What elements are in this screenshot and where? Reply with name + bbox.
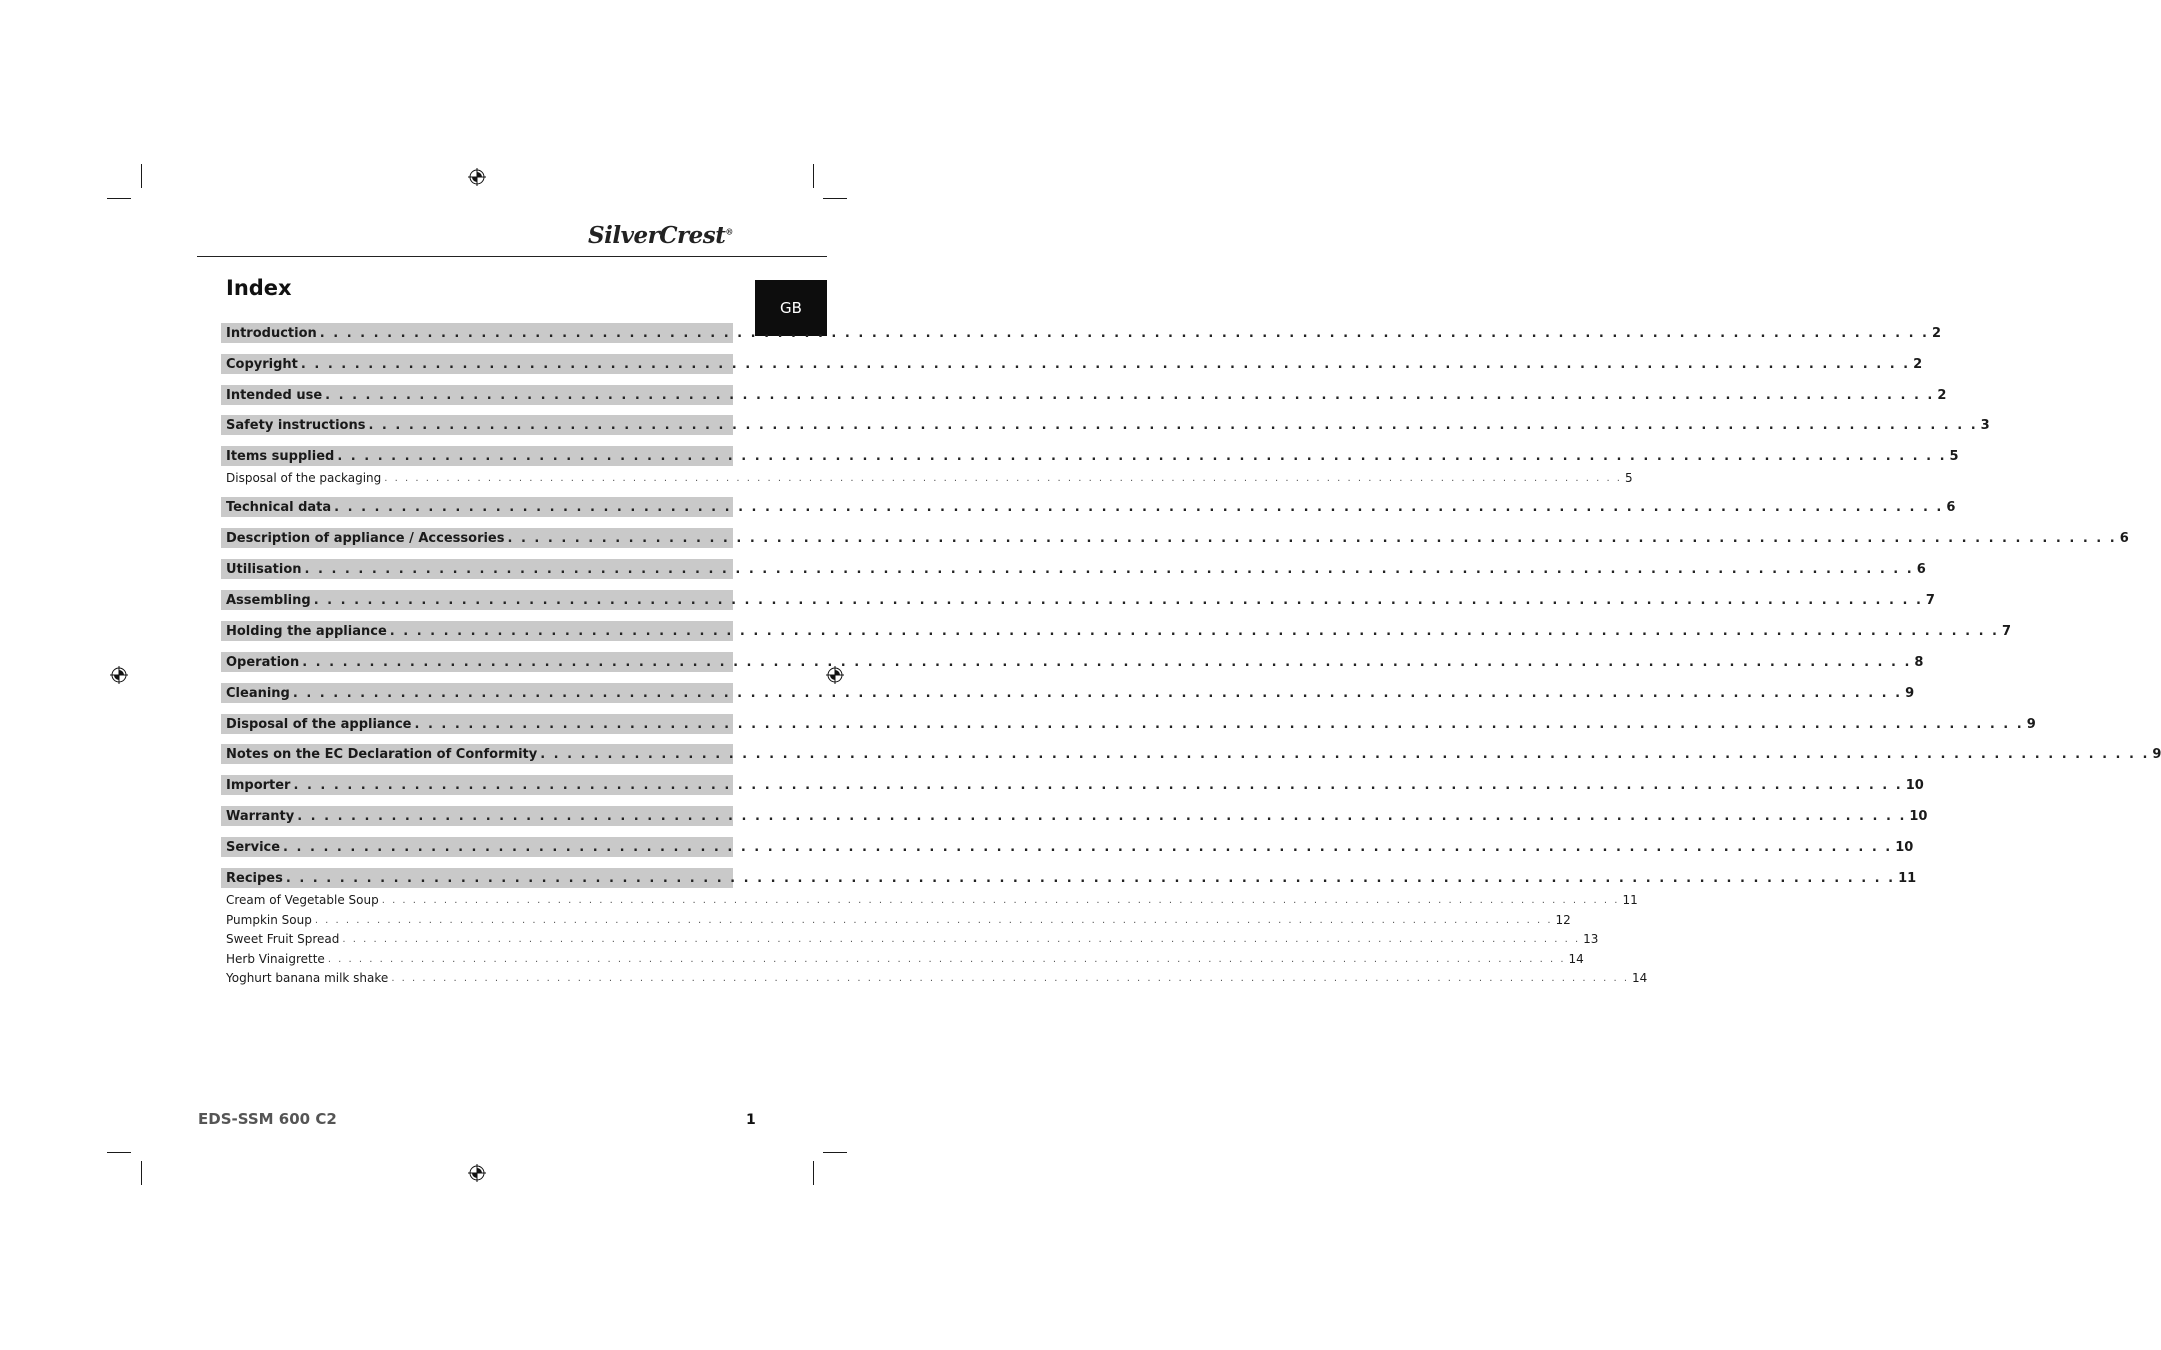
toc-entry-label: Cleaning [226,685,290,701]
toc-entry-label: Herb Vinaigrette [226,952,325,966]
toc-entry [221,468,1633,488]
toc-entry-page: 2 [1931,325,1942,341]
toc-entry-page: 8 [1914,654,1924,670]
toc-leader-dots: . . . . . . . . . . . . . . . . . . . . . . . . . . . . . . . . . . . . . . . . . . . . . . . . . . . . . . . . . . . . . . . . . . . . . . . . . . . . . . . . . . . . . . . . . . . . . . . . . . . . . . . . . . . . . . . . . . . . . . . . [325,387,1935,403]
toc-entry-label: Safety instructions [226,417,366,433]
toc-leader-dots: . . . . . . . . . . . . . . . . . . . . . . . . . . . . . . . . . . . . . . . . . . . . . . . . . . . . . . . . . . . . . . . . . . . . . . . . . . . . . . . . . . . . . . . . . . . . . . . . . . . . . . . . . . . . . . . . . . . . . . . . [337,448,1947,464]
toc-leader-dots: . . . . . . . . . . . . . . . . . . . . . . . . . . . . . . . . . . . . . . . . . . . . . . . . . . . . . . . . . . . . . . . . . . . . . . . . . . . . . . . . . . . . . . . . . . . . . . . . . . . . . . . . . . . . . . . . . . . . . . . . [313,592,1923,608]
toc-entry [221,590,1935,610]
toc-entry-page: 2 [1937,387,1947,403]
toc-entry-label: Operation [226,654,300,670]
toc-entry [221,415,1990,435]
toc-entry-label: Copyright [226,356,298,372]
toc-entry-label: Introduction [226,325,317,341]
toc-entry-page: 9 [1905,685,1915,701]
toc-entry [221,968,1648,988]
toc-entry-page: 7 [2001,623,2012,639]
toc-entry-page: 6 [2119,530,2129,546]
toc-leader-dots: . . . . . . . . . . . . . . . . . . . . . . . . . . . . . . . . . . . . . . . . . . . . . . . . . . . . . . . . . . . . . . . . . . . . . . . . . . . . . . . . . . . . . . . . . . . . . . . . . . . . . . . . . . . . . . . . . . . . . . . . [314,914,1553,926]
crop-mark [141,1161,142,1185]
toc-entry [221,775,1924,795]
toc-entry-page: 5 [1949,448,1959,464]
toc-entry-label: Service [226,839,281,855]
toc-entry-label: Warranty [226,808,295,824]
toc-leader-dots: . . . . . . . . . . . . . . . . . . . . . . . . . . . . . . . . . . . . . . . . . . . . . . . . . . . . . . . . . . . . . . . . . . . . . . . . . . . . . . . . . . . . . . . . . . . . . . . . . . . . . . . . . . . . . . . . . . . . . . . . [300,356,1911,372]
crop-mark [823,198,847,199]
toc-entry-page: 3 [1980,417,1990,433]
toc-entry-page: 2 [1913,356,1923,372]
toc-entry [221,621,2012,641]
toc-entry-label: Items supplied [226,448,335,464]
toc-entry-page: 5 [1624,471,1633,485]
crop-mark [107,198,131,199]
toc-entry-label: Intended use [226,387,323,403]
toc-entry [221,929,1599,949]
toc-entry-label: Importer [226,777,291,793]
crop-mark [813,164,814,188]
toc-entry [221,528,2129,548]
toc-entry-label: Assembling [226,592,311,608]
toc-entry-page: 6 [1946,499,1956,515]
toc-leader-dots: . . . . . . . . . . . . . . . . . . . . . . . . . . . . . . . . . . . . . . . . . . . . . . . . . . . . . . . . . . . . . . . . . . . . . . . . . . . . . . . . . . . . . . . . . . . . . . . . . . . . . . . . . . . . . . . . . . . . . . . . [342,933,1581,945]
toc-entry-label: Pumpkin Soup [226,913,312,927]
toc-leader-dots: . . . . . . . . . . . . . . . . . . . . . . . . . . . . . . . . . . . . . . . . . . . . . . . . . . . . . . . . . . . . . . . . . . . . . . . . . . . . . . . . . . . . . . . . . . . . . . . . . . . . . . . . . . . . . . . . . . . . . . . . [292,685,1903,701]
model-number: EDS-SSM 600 C2 [198,1110,337,1128]
toc-entry-page: 11 [1622,893,1638,907]
toc-leader-dots: . . . . . . . . . . . . . . . . . . . . . . . . . . . . . . . . . . . . . . . . . . . . . . . . . . . . . . . . . . . . . . . . . . . . . . . . . . . . . . . . . . . . . . . . . . . . . . . . . . . . . . . . . . . . . . . . . . . . . . . . [319,325,1929,341]
page-title: Index [226,276,292,300]
toc-entry [221,323,1942,343]
toc-leader-dots: . . . . . . . . . . . . . . . . . . . . . . . . . . . . . . . . . . . . . . . . . . . . . . . . . . . . . . . . . . . . . . . . . . . . . . . . . . . . . . . . . . . . . . . . . . . . . . . . . . . . . . . . . . . . . . . . . . . . . . . . [334,499,1944,515]
toc-leader-dots: . . . . . . . . . . . . . . . . . . . . . . . . . . . . . . . . . . . . . . . . . . . . . . . . . . . . . . . . . . . . . . . . . . . . . . . . . . . . . . . . . . . . . . . . . . . . . . . . . . . . . . . . . . . . . . . . . . . . . . . . [389,623,1999,639]
toc-leader-dots: . . . . . . . . . . . . . . . . . . . . . . . . . . . . . . . . . . . . . . . . . . . . . . . . . . . . . . . . . . . . . . . . . . . . . . . . . . . . . . . . . . . . . . . . . . . . . . . . . . . . . . . . . . . . . . . . . . . . . . . . [368,417,1978,433]
toc-leader-dots: . . . . . . . . . . . . . . . . . . . . . . . . . . . . . . . . . . . . . . . . . . . . . . . . . . . . . . . . . . . . . . . . . . . . . . . . . . . . . . . . . . . . . . . . . . . . . . . . . . . . . . . . . . . . . . . . . . . . . . . . [327,953,1566,965]
toc-entry-page: 6 [1916,561,1926,577]
page-number: 1 [746,1112,756,1128]
toc-entry-label: Sweet Fruit Spread [226,932,340,946]
toc-entry-page: 9 [2026,716,2036,732]
toc-leader-dots: . . . . . . . . . . . . . . . . . . . . . . . . . . . . . . . . . . . . . . . . . . . . . . . . . . . . . . . . . . . . . . . . . . . . . . . . . . . . . . . . . . . . . . . . . . . . . . . . . . . . . . . . . . . . . . . . . . . . . . . . [381,894,1620,906]
toc-leader-dots: . . . . . . . . . . . . . . . . . . . . . . . . . . . . . . . . . . . . . . . . . . . . . . . . . . . . . . . . . . . . . . . . . . . . . . . . . . . . . . . . . . . . . . . . . . . . . . . . . . . . . . . . . . . . . . . . . . . . . . . . [391,972,1630,984]
crop-mark [823,1152,847,1153]
registration-mark-icon [468,1164,486,1182]
crop-mark [107,1152,131,1153]
toc-entry-label: Description of appliance / Accessories [226,530,505,546]
toc-entry-label: Recipes [226,870,283,886]
crop-mark [813,1161,814,1185]
registration-mark-icon [110,666,128,684]
toc-entry-page: 10 [1895,839,1914,855]
language-tab: GB [755,280,827,336]
toc-entry-label: Holding the appliance [226,623,387,639]
header-rule [197,256,827,257]
toc-entry [221,890,1638,910]
toc-leader-dots: . . . . . . . . . . . . . . . . . . . . . . . . . . . . . . . . . . . . . . . . . . . . . . . . . . . . . . . . . . . . . . . . . . . . . . . . . . . . . . . . . . . . . . . . . . . . . . . . . . . . . . . . . . . . . . . . . . . . . . . . [540,746,2150,762]
toc-entry-page: 14 [1568,952,1584,966]
toc-entry-label: Technical data [226,499,332,515]
toc-entry-label: Cream of Vegetable Soup [226,893,379,907]
brand-logo: SilverCrest® [588,222,733,249]
toc-entry-page: 14 [1632,971,1648,985]
toc-entry-label: Disposal of the packaging [226,471,382,485]
toc-entry [221,446,1959,466]
toc-entry [221,385,1947,405]
toc-leader-dots: . . . . . . . . . . . . . . . . . . . . . . . . . . . . . . . . . . . . . . . . . . . . . . . . . . . . . . . . . . . . . . . . . . . . . . . . . . . . . . . . . . . . . . . . . . . . . . . . . . . . . . . . . . . . . . . . . . . . . . . . [414,716,2024,732]
toc-entry-label: Disposal of the appliance [226,716,412,732]
toc-entry [221,559,1926,579]
toc-entry [221,837,1914,857]
toc-leader-dots: . . . . . . . . . . . . . . . . . . . . . . . . . . . . . . . . . . . . . . . . . . . . . . . . . . . . . . . . . . . . . . . . . . . . . . . . . . . . . . . . . . . . . . . . . . . . . . . . . . . . . . . . . . . . . . . . . . . . . . . . [293,777,1903,793]
toc-leader-dots: . . . . . . . . . . . . . . . . . . . . . . . . . . . . . . . . . . . . . . . . . . . . . . . . . . . . . . . . . . . . . . . . . . . . . . . . . . . . . . . . . . . . . . . . . . . . . . . . . . . . . . . . . . . . . . . . . . . . . . . . [297,808,1907,824]
toc-entry-page: 13 [1583,932,1599,946]
toc-leader-dots: . . . . . . . . . . . . . . . . . . . . . . . . . . . . . . . . . . . . . . . . . . . . . . . . . . . . . . . . . . . . . . . . . . . . . . . . . . . . . . . . . . . . . . . . . . . . . . . . . . . . . . . . . . . . . . . . . . . . . . . . [384,472,1622,484]
toc-entry-page: 7 [1925,592,1935,608]
toc-entry-label: Notes on the EC Declaration of Conformity [226,746,538,762]
toc-entry [221,652,1924,672]
toc-entry-label: Utilisation [226,561,302,577]
toc-entry-page: 12 [1555,913,1571,927]
toc-entry [221,868,1917,888]
toc-entry [221,744,2161,764]
toc-entry [221,910,1571,930]
toc-leader-dots: . . . . . . . . . . . . . . . . . . . . . . . . . . . . . . . . . . . . . . . . . . . . . . . . . . . . . . . . . . . . . . . . . . . . . . . . . . . . . . . . . . . . . . . . . . . . . . . . . . . . . . . . . . . . . . . . . . . . . . . . [507,530,2117,546]
toc-entry [221,949,1584,969]
toc-leader-dots: . . . . . . . . . . . . . . . . . . . . . . . . . . . . . . . . . . . . . . . . . . . . . . . . . . . . . . . . . . . . . . . . . . . . . . . . . . . . . . . . . . . . . . . . . . . . . . . . . . . . . . . . . . . . . . . . . . . . . . . . [304,561,1914,577]
toc-entry [221,683,1915,703]
crop-mark [141,164,142,188]
toc-entry [221,714,2036,734]
registration-mark-icon [468,168,486,186]
toc-entry-page: 11 [1898,870,1917,886]
toc-leader-dots: . . . . . . . . . . . . . . . . . . . . . . . . . . . . . . . . . . . . . . . . . . . . . . . . . . . . . . . . . . . . . . . . . . . . . . . . . . . . . . . . . . . . . . . . . . . . . . . . . . . . . . . . . . . . . . . . . . . . . . . . [283,839,1893,855]
toc-leader-dots: . . . . . . . . . . . . . . . . . . . . . . . . . . . . . . . . . . . . . . . . . . . . . . . . . . . . . . . . . . . . . . . . . . . . . . . . . . . . . . . . . . . . . . . . . . . . . . . . . . . . . . . . . . . . . . . . . . . . . . . . [285,870,1896,886]
toc-entry-page: 10 [1905,777,1924,793]
toc-leader-dots: . . . . . . . . . . . . . . . . . . . . . . . . . . . . . . . . . . . . . . . . . . . . . . . . . . . . . . . . . . . . . . . . . . . . . . . . . . . . . . . . . . . . . . . . . . . . . . . . . . . . . . . . . . . . . . . . . . . . . . . . [302,654,1912,670]
toc-entry-page: 10 [1909,808,1928,824]
toc-entry [221,497,1956,517]
toc-entry-label: Yoghurt banana milk shake [226,971,389,985]
toc-entry [221,806,1928,826]
toc-entry [221,354,1923,374]
toc-entry-page: 9 [2152,746,2161,762]
